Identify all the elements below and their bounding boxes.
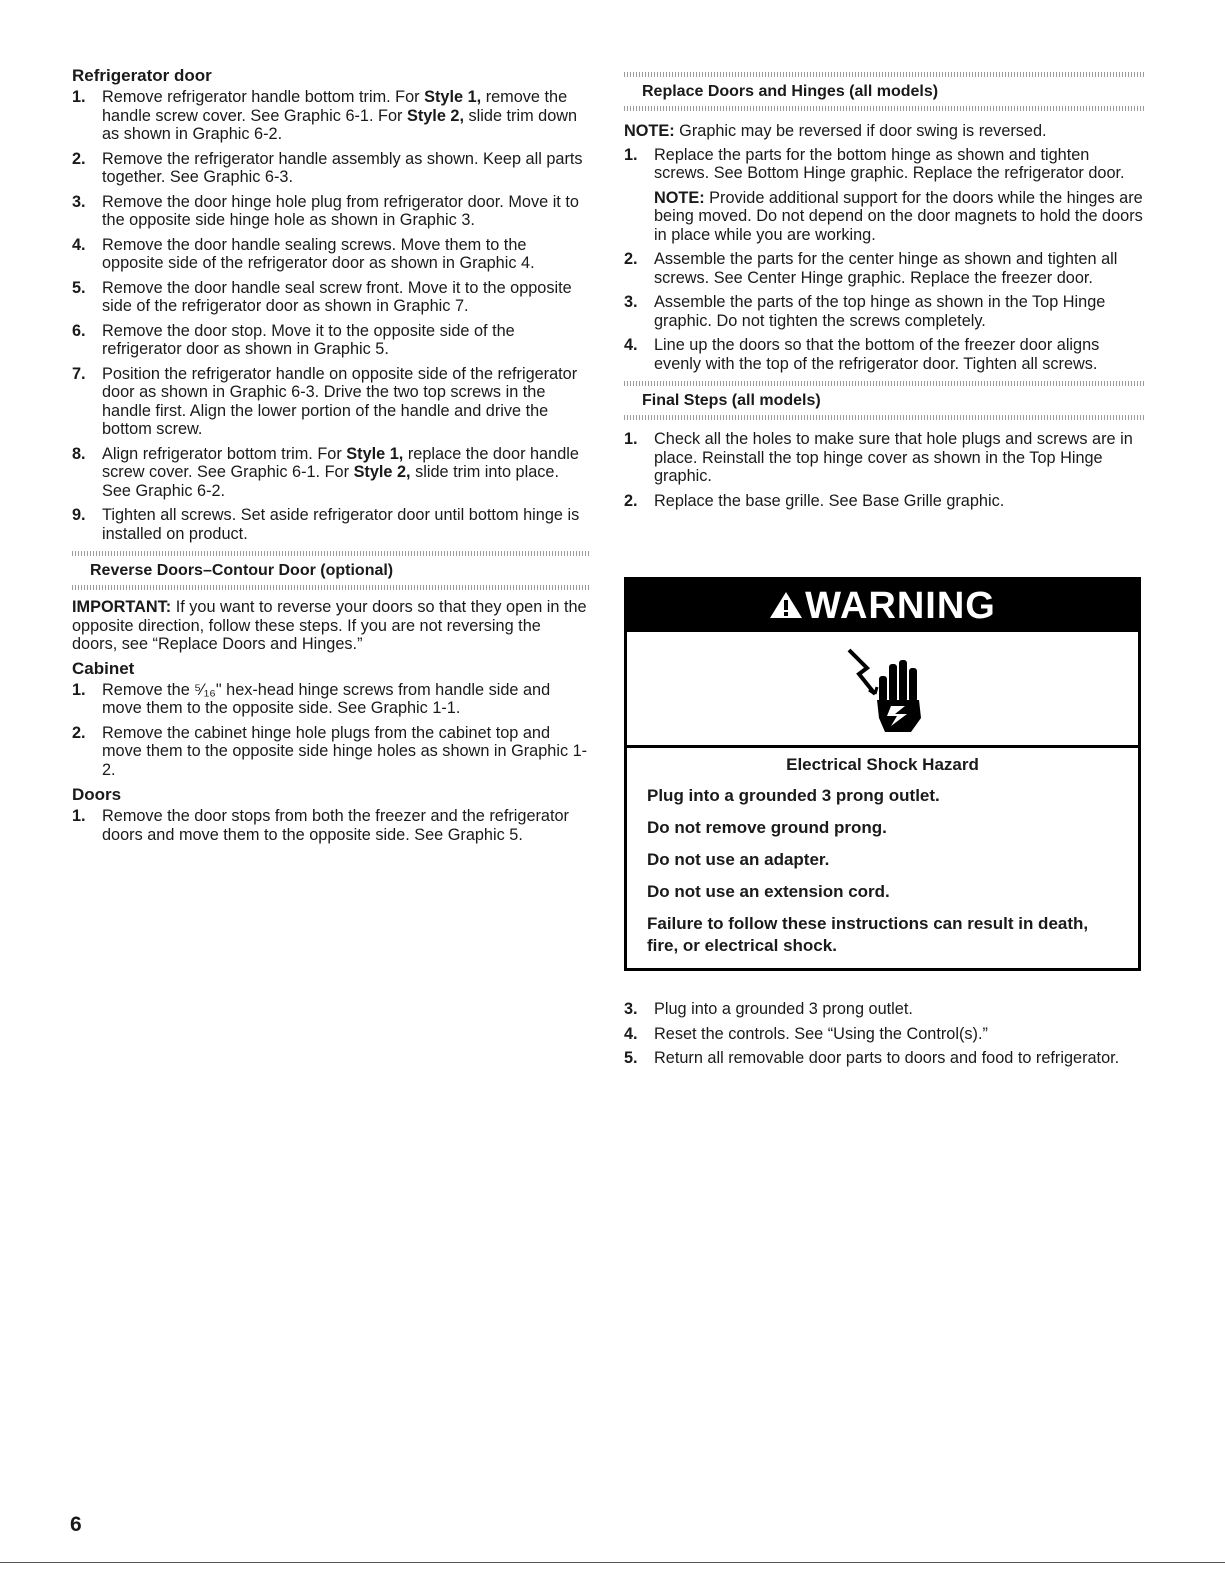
replace-steps — [624, 146, 1144, 374]
list-item: 2. Assemble the parts for the center hinge as shown and tighten all screws. See Center Hinge graphic. Replace the freezer door. — [624, 250, 1118, 287]
list-item: 5. Remove the door handle seal screw front. Move it to the opposite side of the refrigerator door as shown in Graphic 7. — [72, 278, 572, 315]
list-item: 3. Plug into a grounded 3 prong outlet. — [624, 1000, 913, 1018]
note-paragraph: NOTE: Graphic may be reversed if door swing is reversed. — [624, 122, 1047, 140]
important-paragraph: IMPORTANT: If you want to reverse your doors so that they open in the opposite direction, follow these steps. If you are not reversing the doors, see “Replace Doors and Hinges.” — [72, 598, 587, 653]
list-item: 5. Return all removable door parts to doors and food to refrigerator. — [624, 1049, 1120, 1067]
alert-triangle-icon — [769, 582, 803, 634]
list-item: 1. Replace the parts for the bottom hinge as shown and tighten screws. See Bottom Hinge graphic. Replace the refrigerator door. NOTE: Provide additional support for the doors while the hinges are being moved. Do not depend on the door magnets to hold the doors in place while you are working. — [624, 145, 1143, 244]
cabinet-heading: Cabinet — [72, 658, 135, 678]
warning-box — [624, 577, 1141, 971]
warning-line: Failure to follow these instructions can result in death, fire, or electrical shock. — [647, 914, 1089, 955]
hazard-title: Electrical Shock Hazard — [786, 755, 979, 774]
after-warning-steps-container — [624, 1000, 1144, 1074]
list-item: 6. Remove the door stop. Move it to the opposite side of the refrigerator door as shown in Graphic 5. — [72, 321, 515, 358]
after-warning-steps — [624, 1000, 1144, 1068]
final-steps — [624, 430, 1144, 510]
reverse-doors-heading: Reverse Doors–Contour Door (optional) — [90, 562, 394, 579]
electrical-shock-hazard-icon — [841, 646, 927, 739]
right-column — [624, 72, 1144, 516]
list-item: 2. Remove the refrigerator handle assembly as shown. Keep all parts together. See Graphic 6-3. — [72, 149, 583, 186]
replace-doors-section-header — [624, 72, 1144, 111]
step-note: NOTE: Provide additional support for the doors while the hinges are being moved. Do not depend on the door magnets to hold the doors in place while you are working. — [654, 188, 1143, 244]
reverse-doors-section-header — [72, 551, 589, 590]
list-item: 4. Remove the door handle sealing screws. Move them to the opposite side of the refrigerator door as shown in Graphic 4. — [72, 235, 535, 272]
list-item: 1. Remove the door stops from both the freezer and the refrigerator doors and move them to the opposite side. See Graphic 5. — [72, 807, 569, 844]
list-item: 3. Assemble the parts of the top hinge as shown in the Top Hinge graphic. Do not tighten the screws completely. — [624, 293, 1106, 330]
refrigerator-door-steps — [72, 88, 589, 543]
warning-banner — [627, 580, 1138, 632]
warning-line: Do not use an extension cord. — [647, 882, 890, 901]
final-steps-heading: Final Steps (all models) — [642, 392, 821, 409]
list-item: 2. Remove the cabinet hinge hole plugs from the cabinet top and move them to the opposite side hinge holes as shown in Graphic 1-2. — [72, 723, 588, 779]
list-item: 8. Align refrigerator bottom trim. For Style 1, replace the door handle screw cover. See Graphic 6-1. For Style 2, slide trim into place. See Graphic 6-2. — [72, 444, 579, 500]
final-steps-section-header — [624, 381, 1144, 420]
list-item: 7. Position the refrigerator handle on opposite side of the refrigerator door as shown in Graphic 6-3. Drive the two top screws in the handle first. Align the lower portion of the handle and drive the bottom screw. — [72, 364, 578, 438]
warning-line: Do not remove ground prong. — [647, 818, 887, 837]
divider — [72, 585, 589, 590]
warning-line: Do not use an adapter. — [647, 850, 830, 869]
doors-heading: Doors — [72, 785, 122, 804]
warning-title: WARNING — [805, 585, 996, 627]
divider — [624, 106, 1144, 111]
refrigerator-door-heading: Refrigerator door — [72, 66, 212, 85]
page-number: 6 — [70, 1513, 82, 1536]
replace-doors-heading: Replace Doors and Hinges (all models) — [642, 83, 939, 100]
list-item: 9. Tighten all screws. Set aside refrigerator door until bottom hinge is installed on product. — [72, 506, 580, 543]
divider — [0, 1562, 1225, 1563]
list-item: 2. Replace the base grille. See Base Grille graphic. — [624, 491, 1005, 510]
divider — [624, 415, 1144, 420]
list-item: 4. Line up the doors so that the bottom of the freezer door aligns evenly with the top of the refrigerator door. Tighten all screws. — [624, 336, 1100, 373]
list-item: 1. Remove the ⁵⁄₁₆" hex-head hinge screws from handle side and move them to the opposite side. See Graphic 1-1. — [72, 680, 551, 717]
list-item: 1. Check all the holes to make sure that hole plugs and screws are in place. Reinstall the top hinge cover as shown in the Top Hinge graphic. — [624, 430, 1133, 485]
warning-lines — [627, 785, 1138, 957]
warning-line: Plug into a grounded 3 prong outlet. — [647, 786, 940, 805]
doors-steps — [72, 807, 589, 844]
cabinet-steps — [72, 681, 589, 780]
list-item: 1. Remove refrigerator handle bottom trim. For Style 1, remove the handle screw cover. See Graphic 6-1. For Style 2, slide trim down as shown in Graphic 6-2. — [72, 88, 578, 143]
left-column — [72, 66, 589, 850]
list-item: 3. Remove the door hinge hole plug from refrigerator door. Move it to the opposite side hinge hole as shown in Graphic 3. — [72, 192, 579, 229]
list-item: 4. Reset the controls. See “Using the Control(s).” — [624, 1024, 988, 1043]
warning-image-area — [627, 632, 1138, 748]
